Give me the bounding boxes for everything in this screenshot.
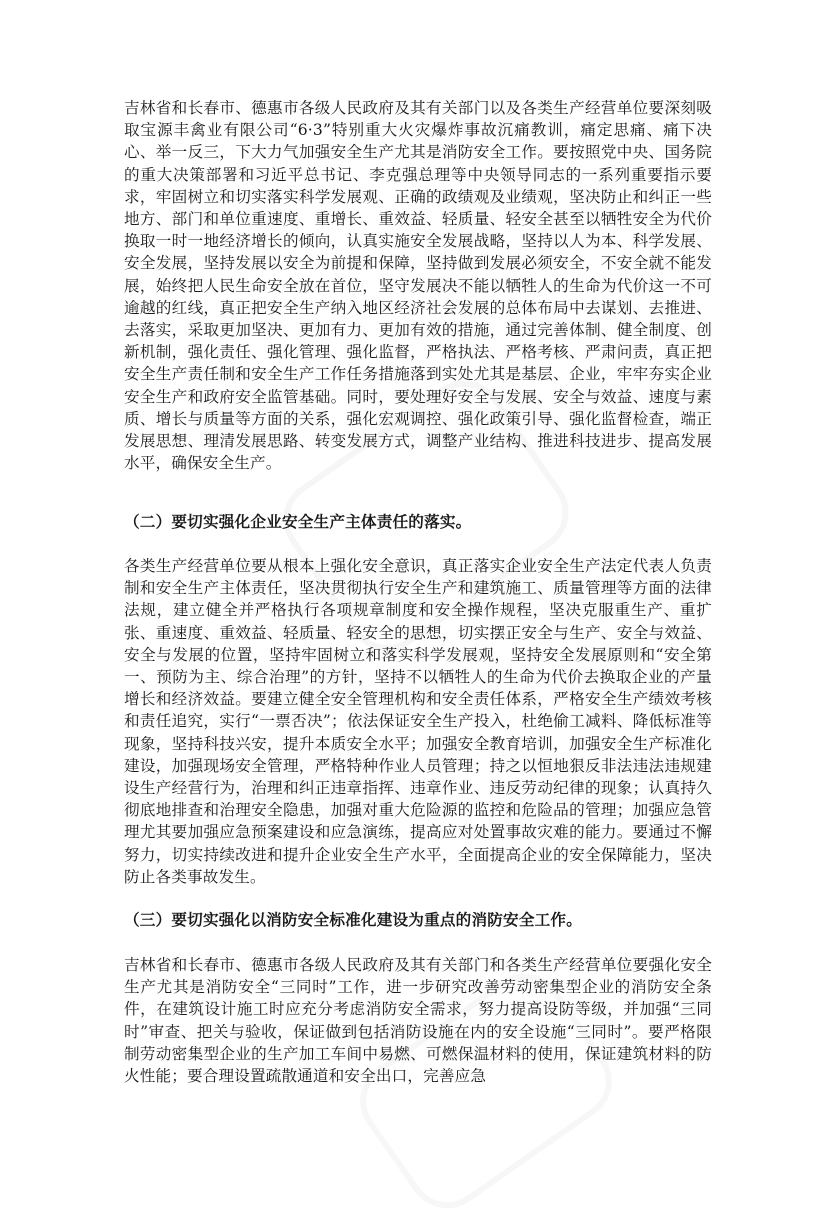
section-heading-2: （二）要切实强化企业安全生产主体责任的落实。 — [124, 512, 472, 531]
body-paragraph-2: 各类生产经营单位要从根本上强化安全意识，真正落实企业安全生产法定代表人负责制和安全生产主体责任，坚决贯彻执行安全生产和建筑施工、质量管理等方面的法律法规，建立健全并严格执行各项规章制度和安全操作规程，坚决克服重生产、重扩张、重速度、重效益、轻质量、轻安全的思想，切实摆正安全与生产、安全与效益、安全与发展的位置，坚持牢固树立和落实科学发展观，坚持安全发展原则和“安全第一、预防为主、综合治理”的方针，坚持不以牺牲人的生命为代价去换取企业的产量增长和经济效益。要建立健全安全管理机构和安全责任体系，严格安全生产绩效考核和责任追究，实行“一票否决”；依法保证安全生产投入，杜绝偷工减料、降低标准等现象，坚持科技兴安，提升本质安全水平；加强安全教育培训，加强安全生产标准化建设，加强现场安全管理，严格特种作业人员管理；持之以恒地狠反非法违法违规建设生产经营行为，治理和纠正违章指挥、违章作业、违反劳动纪律的现象；认真持久彻底地排查和治理安全隐患，加强对重大危险源的监控和危险品的管理；加强应急管理尤其要加强应急预案建设和应急演练，提高应对处置事故灾难的能力。要通过不懈努力，切实持续改进和提升企业安全生产水平，全面提高企业的安全保障能力，坚决防止各类事故发生。 — [124, 557, 712, 886]
body-paragraph-1: 吉林省和长春市、德惠市各级人民政府及其有关部门以及各类生产经营单位要深刻吸取宝源丰禽业有限公司“6·3”特别重大火灾爆炸事故沉痛教训，痛定思痛、痛下决心、举一反三，下大力气加强安全生产尤其是消防安全工作。要按照党中央、国务院的重大决策部署和习近平总书记、李克强总理等中央领导同志的一系列重要指示要求，牢固树立和切实落实科学发展观、正确的政绩观及业绩观，坚决防止和纠正一些地方、部门和单位重速度、重增长、重效益、轻质量、轻安全甚至以牺牲安全为代价换取一时一地经济增长的倾向，认真实施安全发展战略，坚持以人为本、科学发展、安全发展，坚持发展以安全为前提和保障，坚持做到发展必须安全，不安全就不能发展，始终把人民生命安全放在首位，坚守发展决不能以牺牲人的生命为代价这一不可逾越的红线，真正把安全生产纳入地区经济社会发展的总体布局中去谋划、去推进、去落实，采取更加坚决、更加有力、更加有效的措施，通过完善体制、健全制度、创新机制，强化责任、强化管理、强化监督，严格执法、严格考核、严肃问责，真正把安全生产责任制和安全生产工作任务措施落到实处尤其是基层、企业，牢牢夯实企业安全生产和政府安全监管基础。同时，要处理好安全与发展、安全与效益、速度与素质、增长与质量等方面的关系，强化宏观调控、强化政策引导、强化监督检查，端正发展思想、理清发展思路、转变发展方式，调整产业结构、推进科技进步、提高发展水平，确保安全生产。 — [124, 99, 712, 473]
body-paragraph-3: 吉林省和长春市、德惠市各级人民政府及其有关部门和各类生产经营单位要强化安全生产尤其是消防安全“三同时”工作，进一步研究改善劳动密集型企业的消防安全条件，在建筑设计施工时应充分考虑消防安全需求，努力提高设防等级，并加强“三同时”审查、把关与验收，保证做到包括消防设施在内的安全设施“三同时”。要严格限制劳动密集型企业的生产加工车间中易燃、可燃保温材料的使用，保证建筑材料的防火性能；要合理设置疏散通道和安全出口，完善应急 — [124, 956, 712, 1086]
section-heading-3: （三）要切实强化以消防安全标准化建设为重点的消防安全工作。 — [124, 910, 583, 929]
